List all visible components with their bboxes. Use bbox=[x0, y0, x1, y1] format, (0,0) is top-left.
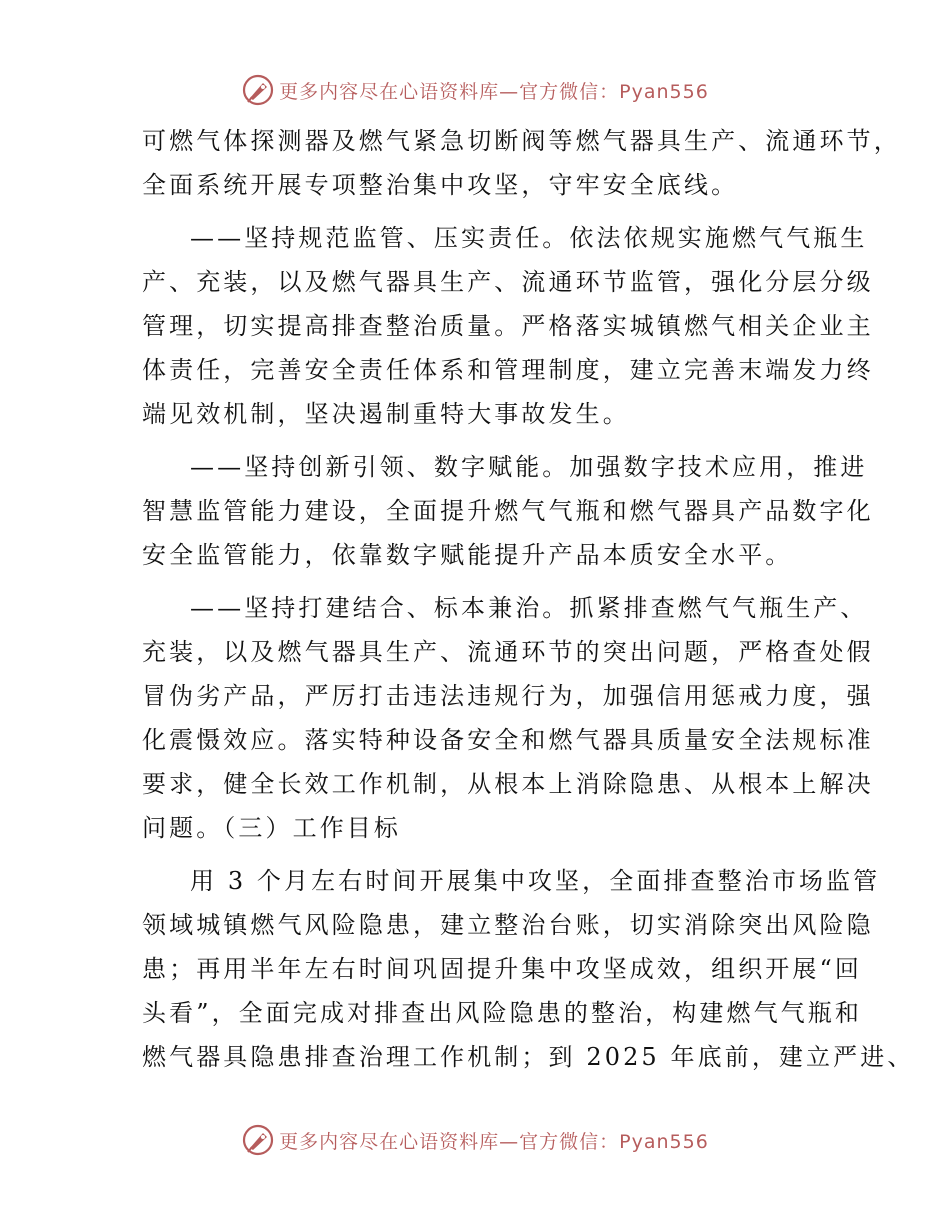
watermark-text: 更多内容尽在心语资料库—官方微信：Pyan556 bbox=[279, 1130, 709, 1153]
text-line: 充装，以及燃气器具生产、流通环节的突出问题，严格查处假 bbox=[142, 638, 874, 666]
text-line: 头看”，全面完成对排查出风险隐患的整治，构建燃气气瓶和 bbox=[142, 999, 862, 1027]
text-line: ——坚持打建结合、标本兼治。抓紧排查燃气气瓶生产、 bbox=[190, 594, 868, 622]
text-line: 可燃气体探测器及燃气紧急切断阀等燃气器具生产、流通环节， bbox=[142, 127, 901, 155]
paragraph-standardize-supervision bbox=[142, 216, 874, 436]
text-line: 产、充装，以及燃气器具生产、流通环节监管，强化分层分级 bbox=[142, 268, 874, 296]
paragraph-combine-crackdown bbox=[142, 586, 874, 850]
text-line: 体责任，完善安全责任体系和管理制度，建立完善末端发力终 bbox=[142, 356, 874, 384]
paragraph-continuation bbox=[142, 119, 901, 207]
text-line: ——坚持规范监管、压实责任。依法依规实施燃气气瓶生 bbox=[190, 224, 868, 252]
pen-nib-icon bbox=[241, 1123, 275, 1157]
text-line: 全面系统开展专项整治集中攻坚，守牢安全底线。 bbox=[142, 171, 739, 199]
text-line: 安全监管能力，依靠数字赋能提升产品本质安全水平。 bbox=[142, 541, 793, 569]
header-watermark bbox=[0, 70, 950, 110]
text-line: 问题。（三）工作目标 bbox=[142, 814, 401, 842]
watermark-text: 更多内容尽在心语资料库—官方微信：Pyan556 bbox=[279, 80, 709, 103]
text-line: 化震慑效应。落实特种设备安全和燃气器具质量安全法规标准 bbox=[142, 726, 874, 754]
text-line: 要求，健全长效工作机制，从根本上消除隐患、从根本上解决 bbox=[142, 770, 874, 798]
document-body bbox=[142, 119, 915, 1079]
text-line: 冒伪劣产品，严厉打击违法违规行为，加强信用惩戒力度，强 bbox=[142, 682, 874, 710]
paragraph-innovation-digital bbox=[142, 445, 874, 577]
text-line: 燃气器具隐患排查治理工作机制；到 2025 年底前，建立严进、 bbox=[142, 1043, 915, 1071]
text-line: 管理，切实提高排查整治质量。严格落实城镇燃气相关企业主 bbox=[142, 312, 874, 340]
footer-watermark bbox=[0, 1120, 950, 1160]
text-line: 用 3 个月左右时间开展集中攻坚，全面排查整治市场监管 bbox=[190, 867, 881, 895]
paragraph-work-goals bbox=[142, 859, 915, 1079]
text-line: 患；再用半年左右时间巩固提升集中攻坚成效，组织开展“回 bbox=[142, 955, 862, 983]
text-line: 端见效机制，坚决遏制重特大事故发生。 bbox=[142, 400, 630, 428]
text-line: ——坚持创新引领、数字赋能。加强数字技术应用，推进 bbox=[190, 453, 868, 481]
text-line: 领域城镇燃气风险隐患，建立整治台账，切实消除突出风险隐 bbox=[142, 911, 874, 939]
text-line: 智慧监管能力建设，全面提升燃气气瓶和燃气器具产品数字化 bbox=[142, 497, 874, 525]
pen-nib-icon bbox=[241, 73, 275, 107]
